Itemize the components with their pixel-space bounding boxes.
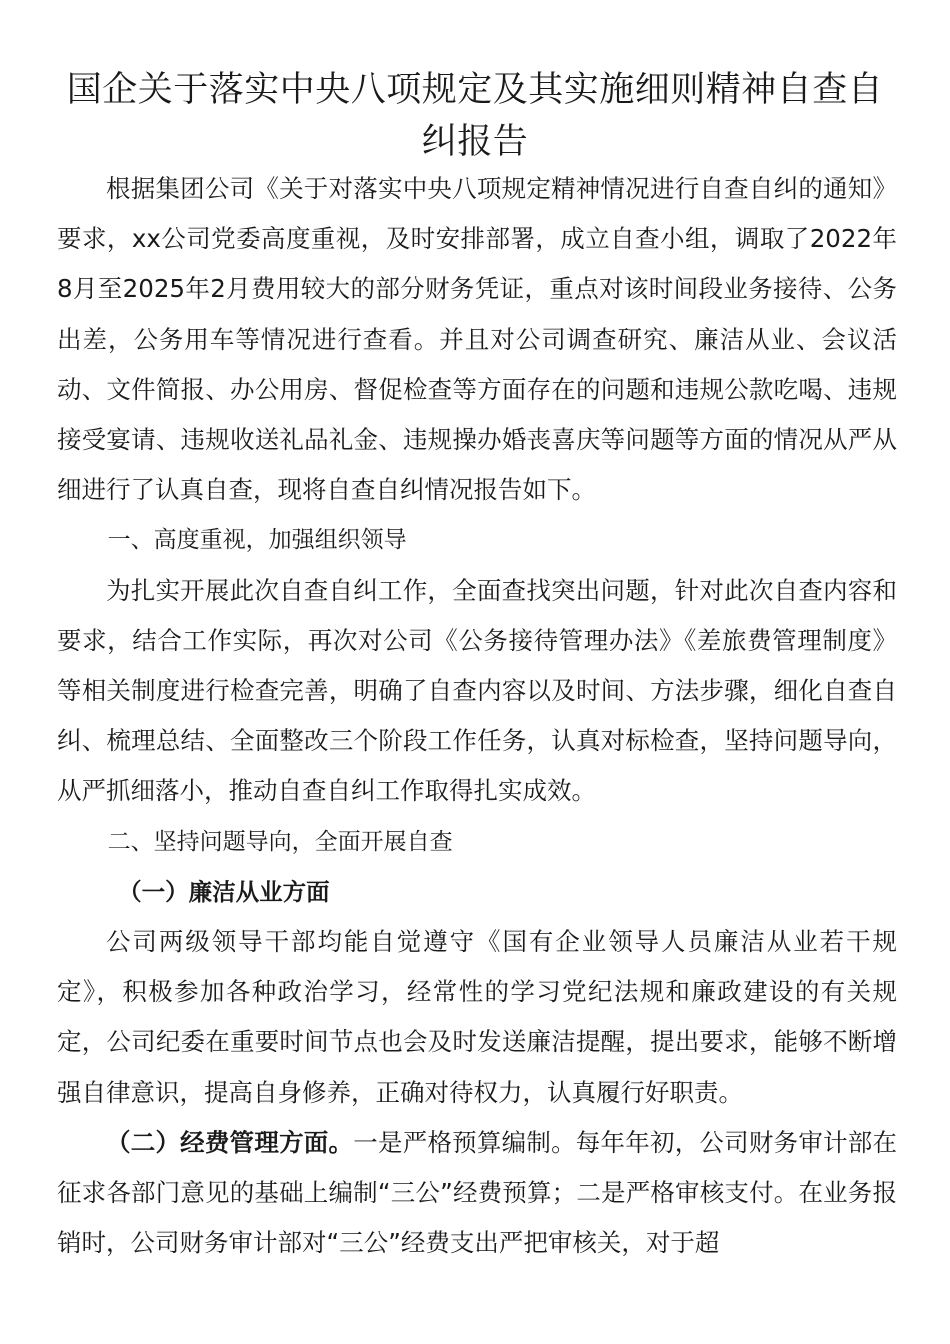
intro-paragraph: 根据集团公司《关于对落实中央八项规定精神情况进行自查自纠的通知》要求，xx公司党委高度重视，及时安排部署，成立自查小组，调取了2022年8月至2025年2月费用较大的部分财务凭证，重点对该时间段业务接待、公务出差，公务用车等情况进行查看。并且对公司调查研究、廉洁从业、会议活动、文件简报、办公用房、督促检查等方面存在的问题和违规公款吃喝、违规接受宴请、违规收送礼品礼金、违规操办婚丧喜庆等问题等方面的情况从严从细进行了认真自查，现将自查自纠情况报告如下。	[57, 174, 897, 505]
subsection-2-heading: （二）经费管理方面。	[106, 1127, 354, 1157]
section-1-heading: 一、高度重视，加强组织领导	[107, 527, 407, 554]
document-body	[57, 164, 897, 1268]
subsection-1-paragraph: 公司两级领导干部均能自觉遵守《国有企业领导人员廉洁从业若干规定》，积极参加各种政治学习，经常性的学习党纪法规和廉政建设的有关规定，公司纪委在重要时间节点也会及时发送廉洁提醒，提出要求，能够不断增强自律意识，提高自身修养，正确对待权力，认真履行好职责。	[57, 927, 897, 1107]
section-1-paragraph: 为扎实开展此次自查自纠工作，全面查找突出问题，针对此次自查内容和要求，结合工作实际，再次对公司《公务接待管理办法》《差旅费管理制度》等相关制度进行检查完善，明确了自查内容以及时间、方法步骤，细化自查自纠、梳理总结、全面整改三个阶段工作任务，认真对标检查，坚持问题导向，从严抓细落小，推动自查自纠工作取得扎实成效。	[57, 575, 897, 806]
section-2-heading: 二、坚持问题导向，全面开展自查	[107, 828, 453, 855]
subsection-1-heading: （一）廉洁从业方面	[118, 877, 330, 906]
subsection-2-text: 一是严格预算编制。每年年初，公司财务审计部在征求各部门意见的基础上编制“三公”经费预算；二是严格审核支付。在业务报销时，公司财务审计部对“三公”经费支出严把审核关，对于超	[57, 1127, 898, 1258]
document-title: 国企关于落实中央八项规定及其实施细则精神自查自纠报告	[66, 70, 884, 162]
subsection-2-paragraph	[57, 1118, 897, 1269]
